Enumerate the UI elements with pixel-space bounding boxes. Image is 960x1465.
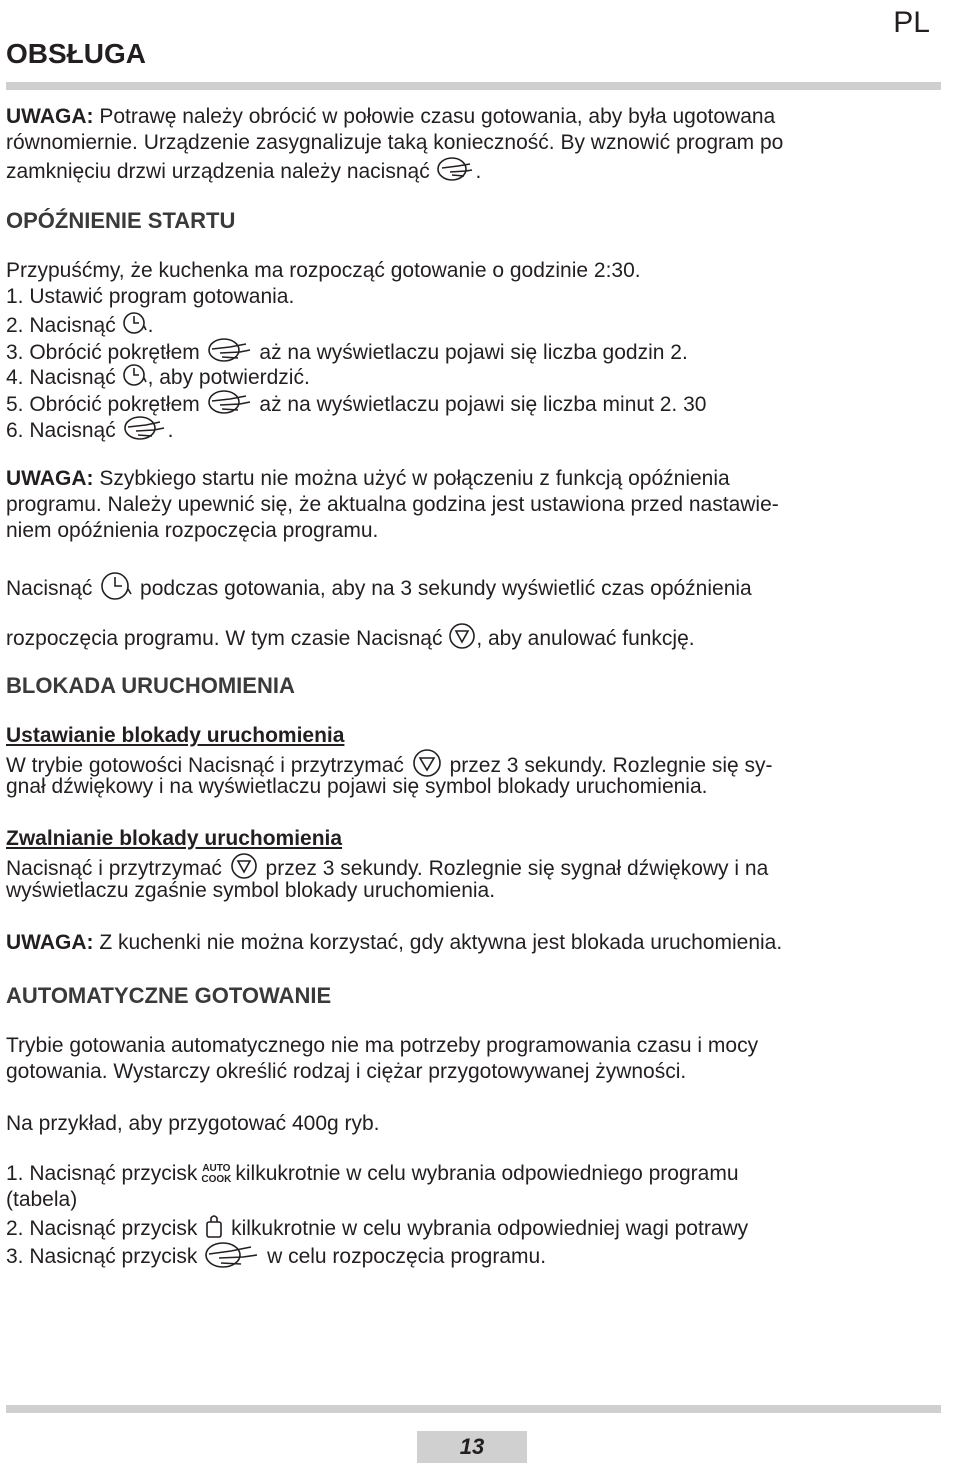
auto-step-1: 1. Nacisnąć przycisk AUTO COOK kilkukrotnie w celu wybrania odpowiedniego programu (6, 1162, 739, 1186)
auto-example: Na przykład, aby przygotować 400g ryb. (6, 1112, 380, 1135)
note-label: UWAGA: (6, 931, 94, 954)
header-divider (6, 82, 941, 90)
footer-divider (6, 1405, 941, 1413)
auto-step-2: 2. Nacisnąć przycisk kilkukrotnie w celu wybrania odpowiedniej wagi potrawy (6, 1213, 748, 1246)
lock-set-line-2: gnał dźwiękowy i na wyświetlaczu pojawi się symbol blokady uruchomienia. (6, 775, 708, 798)
delay-step-5: 5. Obrócić pokrętłem aż na wyświetlaczu pojawi się liczba minut 2. 30 (6, 389, 706, 422)
note-label: UWAGA: (6, 105, 94, 128)
stop-icon (448, 622, 476, 657)
delay-note-line-3: niem opóźnienia rozpoczęcia programu. (6, 519, 379, 542)
page-number: 13 (459, 1434, 485, 1459)
section-heading-lock: BLOKADA URUCHOMIENIA (6, 673, 295, 698)
delay-note-line-2: programu. Należy upewnić się, że aktualna godzina jest ustawiona przed nastawie- (6, 493, 779, 516)
clock-icon (98, 569, 134, 610)
note-1-line-1: UWAGA: Potrawę należy obrócić w połowie czasu gotowania, aby była ugotowana (6, 105, 776, 128)
note-1-line-3: zamknięciu drzwi urządzenia należy nacisnąć . (6, 156, 481, 189)
auto-step-1-line-2: (tabela) (6, 1188, 78, 1211)
delay-note-line-1: UWAGA: Szybkiego startu nie można użyć w połączeniu z funkcją opóźnienia (6, 467, 730, 490)
lock-release-line-1: Nacisnąć i przytrzymać przez 3 sekundy. Rozlegnie się sygnał dźwiękowy i na (6, 852, 768, 887)
start-hand-icon (436, 156, 476, 189)
start-hand-icon (203, 1239, 261, 1276)
language-code: PL (893, 6, 930, 39)
delay-step-1: 1. Ustawić program gotowania. (6, 285, 295, 308)
delay-step-4: 4. Nacisnąć , aby potwierdzić. (6, 363, 310, 394)
auto-step-3: 3. Nasicnąć przycisk w celu rozpoczęcia programu. (6, 1239, 546, 1276)
section-heading-auto: AUTOMATYCZNE GOTOWANIE (6, 983, 332, 1008)
auto-cook-icon: AUTO COOK (201, 1163, 232, 1186)
delay-step-6: 6. Nacisnąć . (6, 415, 173, 448)
lock-release-line-2: wyświetlaczu zgaśnie symbol blokady uruchomienia. (6, 879, 496, 902)
lock-note: UWAGA: Z kuchenki nie można korzystać, gdy aktywna jest blokada uruchomienia. (6, 931, 783, 954)
note-1-line-2: równomiernie. Urządzenie zasygnalizuje taką konieczność. By wznowić program po (6, 131, 784, 154)
note-label: UWAGA: (6, 467, 94, 490)
delay-press-line-2: rozpoczęcia programu. W tym czasie Nacisnąć , aby anulować funkcję. (6, 622, 695, 657)
delay-step-2: 2. Nacisnąć . (6, 311, 153, 342)
lock-set-title: Ustawianie blokady uruchomienia (6, 724, 345, 747)
knob-hand-icon (206, 389, 254, 422)
lock-set-line-1: W trybie gotowości Nacisnąć i przytrzymać przez 3 sekundy. Rozlegnie się sy- (6, 748, 773, 785)
lock-release-title: Zwalnianie blokady uruchomienia (6, 827, 343, 850)
auto-p1-line-2: gotowania. Wystarczy określić rodzaj i ciężar przygotowywanej żywności. (6, 1060, 687, 1083)
delay-press-line-1: Nacisnąć podczas gotowania, aby na 3 sekundy wyświetlić czas opóźnienia (6, 569, 752, 610)
delay-intro: Przypuśćmy, że kuchenka ma rozpocząć gotowanie o godzinie 2:30. (6, 259, 641, 282)
page-title: OBSŁUGA (6, 38, 146, 69)
start-hand-icon (122, 415, 168, 448)
auto-p1-line-1: Trybie gotowania automatycznego nie ma potrzeby programowania czasu i mocy (6, 1034, 759, 1057)
section-heading-delay: OPÓŹNIENIE STARTU (6, 208, 236, 233)
delay-step-3: 3. Obrócić pokrętłem aż na wyświetlaczu pojawi się liczba godzin 2. (6, 337, 688, 370)
